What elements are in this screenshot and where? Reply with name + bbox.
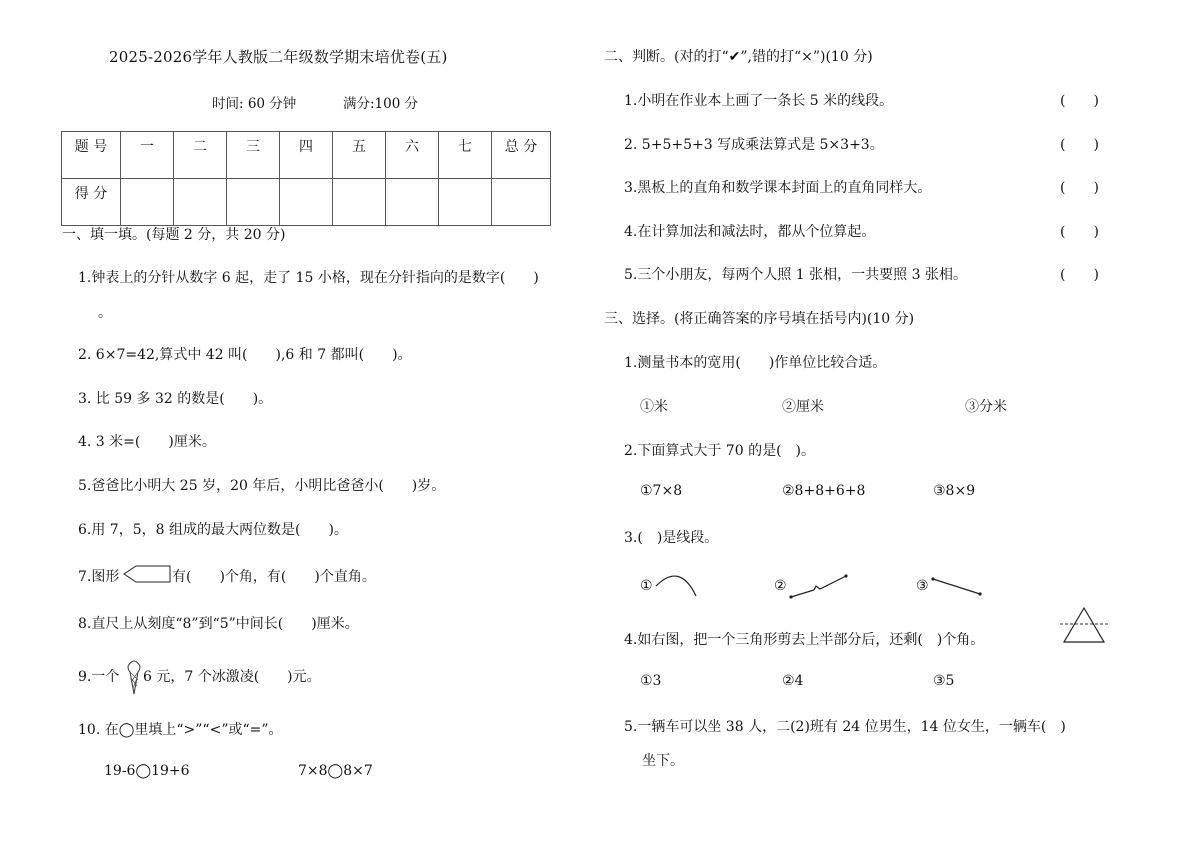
s3-q1-option-1: ①米 [640, 399, 668, 415]
s1-question-5: 5.爸爸比小明大 25 岁，20 年后，小明比爸爸小( )岁。 [78, 478, 446, 494]
table-header-cell: 六 [386, 132, 439, 179]
exam-title: 2025-2026学年人教版二年级数学期末培优卷(五) [109, 48, 448, 66]
s1-question-4: 4. 3 米=( )厘米。 [78, 434, 216, 450]
s3-q1-option-2: ②厘米 [782, 399, 824, 415]
score-cell[interactable] [174, 179, 227, 226]
s1-question-2: 2. 6×7=42,算式中 42 叫( ),6 和 7 都叫( )。 [78, 347, 412, 363]
section-1-heading: 一、填一填。(每题 2 分，共 20 分) [62, 227, 286, 243]
s2-item-1: 1.小明在作业本上画了一条长 5 米的线段。 [624, 93, 894, 109]
answer-bracket[interactable]: ( ) [1060, 93, 1099, 109]
broken-segment-icon [788, 572, 850, 602]
s1-question-6: 6.用 7，5，8 组成的最大两位数是( )。 [78, 522, 348, 538]
cut-triangle-icon [1060, 606, 1108, 646]
score-cell[interactable] [439, 179, 492, 226]
table-header-cell: 五 [333, 132, 386, 179]
s3-q4-option-3: ③5 [933, 673, 955, 689]
line-segment-icon [930, 576, 984, 598]
s3-question-5-cont: 坐下。 [642, 753, 684, 769]
s1-question-10a: 19-6◯19+6 [104, 763, 190, 779]
s1-question-10b: 7×8◯8×7 [298, 763, 373, 779]
s1-question-9-prefix: 9.一个 [78, 669, 120, 685]
table-row [62, 132, 551, 179]
s1-question-1-cont: 。 [98, 305, 112, 321]
table-header-cell: 题 号 [62, 132, 121, 179]
s3-q4-option-2: ②4 [782, 673, 804, 689]
s1-question-10: 10. 在◯里填上“>”“<”或“=”。 [78, 722, 283, 738]
full-score: 满分:100 分 [343, 96, 419, 112]
s2-item-2: 2. 5+5+5+3 写成乘法算式是 5×3+3。 [624, 137, 884, 153]
s3-q2-option-1: ①7×8 [640, 483, 683, 499]
s3-question-3: 3.( )是线段。 [624, 530, 719, 546]
s3-question-4: 4.如右图，把一个三角形剪去上半部分后，还剩( )个角。 [624, 632, 985, 648]
s2-item-3: 3.黑板上的直角和数学课本封面上的直角同样大。 [624, 180, 932, 196]
s2-item-4: 4.在计算加法和减法时，都从个位算起。 [624, 224, 876, 240]
pentagon-shape-icon [122, 564, 172, 584]
table-header-cell: 三 [227, 132, 280, 179]
time-limit: 时间: 60 分钟 [212, 96, 297, 112]
s3-question-2: 2.下面算式大于 70 的是( )。 [624, 443, 815, 459]
s1-question-9-suffix: 6 元，7 个冰激凌( )元。 [143, 669, 321, 685]
s3-q3-option-3: ③ [916, 578, 929, 594]
s1-question-3: 3. 比 59 多 32 的数是( )。 [78, 391, 273, 407]
s3-q3-option-2: ② [774, 578, 787, 594]
table-header-cell: 七 [439, 132, 492, 179]
score-cell[interactable] [280, 179, 333, 226]
table-header-cell: 二 [174, 132, 227, 179]
s1-question-8: 8.直尺上从刻度“8”到“5”中间长( )厘米。 [78, 616, 359, 632]
s3-q3-option-1: ① [640, 578, 653, 594]
s3-q2-option-2: ②8+8+6+8 [782, 483, 866, 499]
s3-question-1: 1.测量书本的宽用( )作单位比较合适。 [624, 355, 887, 371]
ice-cream-icon [125, 656, 143, 696]
answer-bracket[interactable]: ( ) [1060, 180, 1099, 196]
s1-question-7-prefix: 7.图形 [78, 569, 120, 585]
table-header-cell: 一 [121, 132, 174, 179]
s1-question-1: 1.钟表上的分针从数字 6 起，走了 15 小格，现在分针指向的是数字( ) [78, 270, 539, 286]
s3-q1-option-3: ③分米 [965, 399, 1007, 415]
answer-bracket[interactable]: ( ) [1060, 224, 1099, 240]
score-cell[interactable] [121, 179, 174, 226]
score-cell[interactable] [333, 179, 386, 226]
section-3-heading: 三、选择。(将正确答案的序号填在括号内)(10 分) [604, 311, 915, 327]
s1-question-7-suffix: 有( )个角，有( )个直角。 [172, 569, 376, 585]
s3-q2-option-3: ③8×9 [933, 483, 976, 499]
score-table [61, 131, 551, 226]
answer-bracket[interactable]: ( ) [1060, 267, 1099, 283]
answer-bracket[interactable]: ( ) [1060, 137, 1099, 153]
score-cell[interactable] [227, 179, 280, 226]
section-2-heading: 二、判断。(对的打“✔”,错的打“×”)(10 分) [604, 49, 873, 65]
s3-question-5: 5.一辆车可以坐 38 人，二(2)班有 24 位男生，14 位女生，一辆车( ) [624, 719, 1066, 735]
score-row-label: 得 分 [62, 179, 121, 226]
curve-shape-icon [654, 570, 700, 600]
score-cell[interactable] [492, 179, 551, 226]
s2-item-5: 5.三个小朋友，每两个人照 1 张相，一共要照 3 张相。 [624, 267, 967, 283]
table-header-cell: 总 分 [492, 132, 551, 179]
table-header-cell: 四 [280, 132, 333, 179]
score-cell[interactable] [386, 179, 439, 226]
table-row [62, 179, 551, 226]
s3-q4-option-1: ①3 [640, 673, 662, 689]
